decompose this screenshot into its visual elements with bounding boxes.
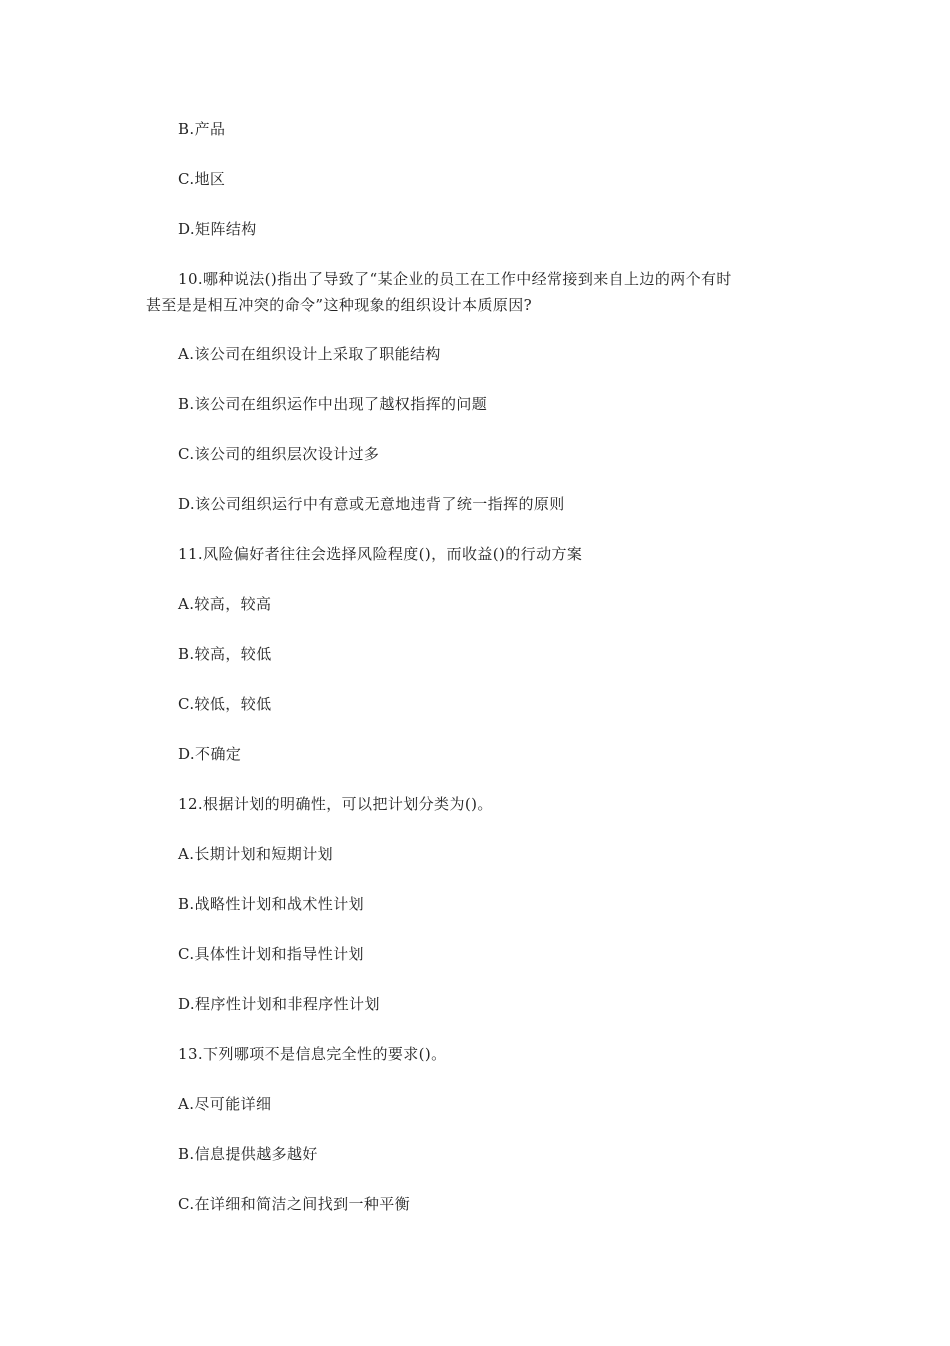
q10-option-c: C.该公司的组织层次设计过多 [178, 445, 380, 463]
q12-option-d: D.程序性计划和非程序性计划 [178, 995, 380, 1013]
q11-option-d: D.不确定 [178, 745, 242, 763]
q11-option-b: B.较高，较低 [178, 645, 272, 663]
q13-option-b: B.信息提供越多越好 [178, 1145, 318, 1163]
q11-stem: 11.风险偏好者往往会选择风险程度()，而收益()的行动方案 [178, 545, 583, 563]
q11-option-c: C.较低，较低 [178, 695, 272, 713]
q9-option-b: B.产品 [178, 120, 226, 138]
q12-option-b: B.战略性计划和战术性计划 [178, 895, 364, 913]
q12-option-a: A.长期计划和短期计划 [178, 845, 334, 863]
q13-stem: 13.下列哪项不是信息完全性的要求()。 [178, 1045, 447, 1063]
q13-option-a: A.尽可能详细 [178, 1095, 272, 1113]
q10-option-a: A.该公司在组织设计上采取了职能结构 [178, 345, 441, 363]
q9-option-c: C.地区 [178, 170, 226, 188]
q13-option-c: C.在详细和简洁之间找到一种平衡 [178, 1195, 411, 1213]
q10-stem-line-2: 甚至是是相互冲突的命令”这种现象的组织设计本质原因? [146, 296, 533, 314]
q12-option-c: C.具体性计划和指导性计划 [178, 945, 364, 963]
q10-option-b: B.该公司在组织运作中出现了越权指挥的问题 [178, 395, 488, 413]
q9-option-d: D.矩阵结构 [178, 220, 257, 238]
q12-stem: 12.根据计划的明确性，可以把计划分类为()。 [178, 795, 493, 813]
q11-option-a: A.较高，较高 [178, 595, 272, 613]
q10-option-d: D.该公司组织运行中有意或无意地违背了统一指挥的原则 [178, 495, 565, 513]
q10-stem-line-1: 10.哪种说法()指出了导致了“某企业的员工在工作中经常接到来自上边的两个有时 [178, 270, 732, 288]
